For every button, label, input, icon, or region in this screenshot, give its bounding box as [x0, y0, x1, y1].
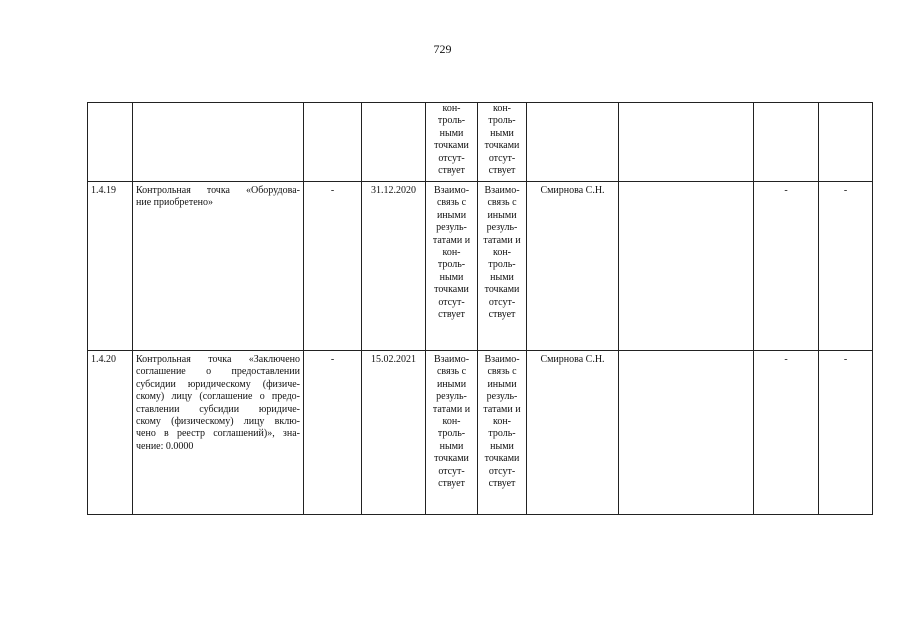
relation-previous-line: ными: [439, 440, 464, 452]
relation-next: [478, 351, 527, 515]
table-body: [88, 103, 873, 515]
relation-previous-line: кон-: [442, 247, 461, 259]
relation-next-line: ствует: [488, 478, 516, 490]
relation-next-line: точками: [484, 453, 520, 465]
control-point-name-line: чено в реестр соглашений)», зна-: [136, 428, 300, 440]
information-system: -: [819, 182, 873, 351]
relation-previous-line: иными: [436, 209, 467, 221]
relation-next-line: Взаимо-: [484, 185, 520, 196]
relation-next-line: связь с: [487, 197, 517, 209]
row-number: [88, 103, 133, 182]
relation-next-line: связь с: [487, 366, 517, 378]
information-system: [819, 103, 873, 182]
relation-previous: [426, 103, 478, 182]
relation-next-line: иными: [487, 209, 517, 221]
relation-previous-line: точками: [434, 453, 469, 465]
relation-previous-line: троль-: [437, 428, 466, 440]
control-point-name-line: соглашение о предоставлении: [136, 366, 300, 378]
relation-next-line: татами и: [483, 234, 521, 246]
relation-next-line: кон-: [492, 416, 512, 428]
relation-next-line: ствует: [488, 309, 516, 321]
level-control: [754, 103, 819, 182]
table-row: [88, 103, 873, 182]
relation-next-line: отсут-: [488, 296, 516, 308]
table-row: [88, 182, 873, 351]
page-number: 729: [433, 42, 452, 56]
row-number: 1.4.20: [88, 351, 133, 515]
relation-previous-line: точками: [434, 140, 469, 152]
level-control: -: [754, 182, 819, 351]
relation-previous-line: отсут-: [438, 152, 465, 164]
control-point-name-line: скому) лицу (соглашение о предо-: [136, 391, 300, 403]
row-number: 1.4.19: [88, 182, 133, 351]
relation-previous-line: татами и: [432, 234, 471, 246]
relation-next-line: иными: [487, 378, 517, 390]
relation-previous-line: ствует: [438, 309, 465, 321]
control-point-name-line: чение: 0.0000: [136, 440, 194, 452]
control-point-name-line: ставлении субсидии юридиче-: [136, 403, 300, 415]
information-system: -: [819, 351, 873, 515]
relation-previous-line: ными: [439, 271, 464, 283]
relation-previous-line: отсут-: [438, 465, 465, 477]
end-date: [362, 103, 426, 182]
relation-next-line: резуль-: [486, 391, 518, 403]
responsible-person: Смирнова С.Н.: [527, 182, 619, 351]
document-type: [619, 103, 754, 182]
relation-next-line: ными: [490, 440, 514, 452]
relation-next-line: троль-: [488, 259, 516, 271]
relation-next-line: ными: [490, 271, 514, 283]
relation-next-line: отсут-: [488, 465, 516, 477]
relation-next-line: ными: [490, 127, 514, 139]
control-points-table: [87, 102, 873, 515]
relation-next: [478, 182, 527, 351]
relation-previous: [426, 182, 478, 351]
relation-previous-line: ствует: [438, 165, 465, 177]
relation-next-line: Взаимо-: [484, 354, 520, 365]
relation-previous-line: татами и: [432, 403, 471, 415]
control-point-name-line: субсидии юридическому (физиче-: [136, 378, 300, 390]
control-point-name-line: скому (физическому) лицу вклю-: [136, 416, 300, 428]
relation-previous-line: кон-: [442, 416, 461, 428]
start-date-dash: [304, 103, 362, 182]
relation-previous-line: резуль-: [436, 391, 467, 403]
relation-previous-line: связь с: [436, 197, 467, 209]
relation-next-line: точками: [484, 140, 520, 152]
table-row: [88, 351, 873, 515]
relation-previous-line: ными: [439, 127, 464, 139]
relation-next-line: кон-: [492, 247, 512, 259]
relation-next-line: ствует: [488, 165, 516, 177]
relation-next-line: кон-: [492, 103, 512, 114]
relation-previous-line: Взаимо-: [433, 185, 470, 196]
relation-next-line: троль-: [488, 428, 516, 440]
relation-next-line: татами и: [483, 403, 521, 415]
relation-previous-line: Взаимо-: [433, 354, 470, 365]
control-point-name: [133, 182, 304, 351]
relation-previous-line: троль-: [437, 115, 466, 127]
relation-next-line: резуль-: [486, 222, 518, 234]
control-point-name: [133, 103, 304, 182]
relation-previous-line: троль-: [437, 259, 466, 271]
relation-previous: [426, 351, 478, 515]
end-date: 31.12.2020: [362, 182, 426, 351]
relation-next-line: точками: [484, 284, 520, 296]
relation-next: [478, 103, 527, 182]
relation-previous-line: кон-: [442, 103, 461, 114]
document-type: [619, 182, 754, 351]
relation-previous-line: иными: [436, 378, 467, 390]
control-point-name: [133, 351, 304, 515]
relation-next-line: троль-: [488, 115, 516, 127]
control-point-name-line: Контрольная точка «Заключено: [136, 354, 300, 365]
responsible-person: Смирнова С.Н.: [527, 351, 619, 515]
end-date: 15.02.2021: [362, 351, 426, 515]
relation-next-line: отсут-: [488, 152, 516, 164]
control-point-name-line: Контрольная точка «Оборудова-: [136, 185, 300, 196]
relation-previous-line: точками: [434, 284, 469, 296]
level-control: -: [754, 351, 819, 515]
responsible-person: [527, 103, 619, 182]
control-point-name-line: ние приобретено»: [136, 197, 214, 209]
relation-previous-line: резуль-: [436, 222, 467, 234]
start-date-dash: -: [304, 182, 362, 351]
relation-previous-line: связь с: [436, 366, 467, 378]
relation-previous-line: отсут-: [438, 296, 465, 308]
relation-previous-line: ствует: [438, 478, 465, 490]
start-date-dash: -: [304, 351, 362, 515]
document-type: [619, 351, 754, 515]
